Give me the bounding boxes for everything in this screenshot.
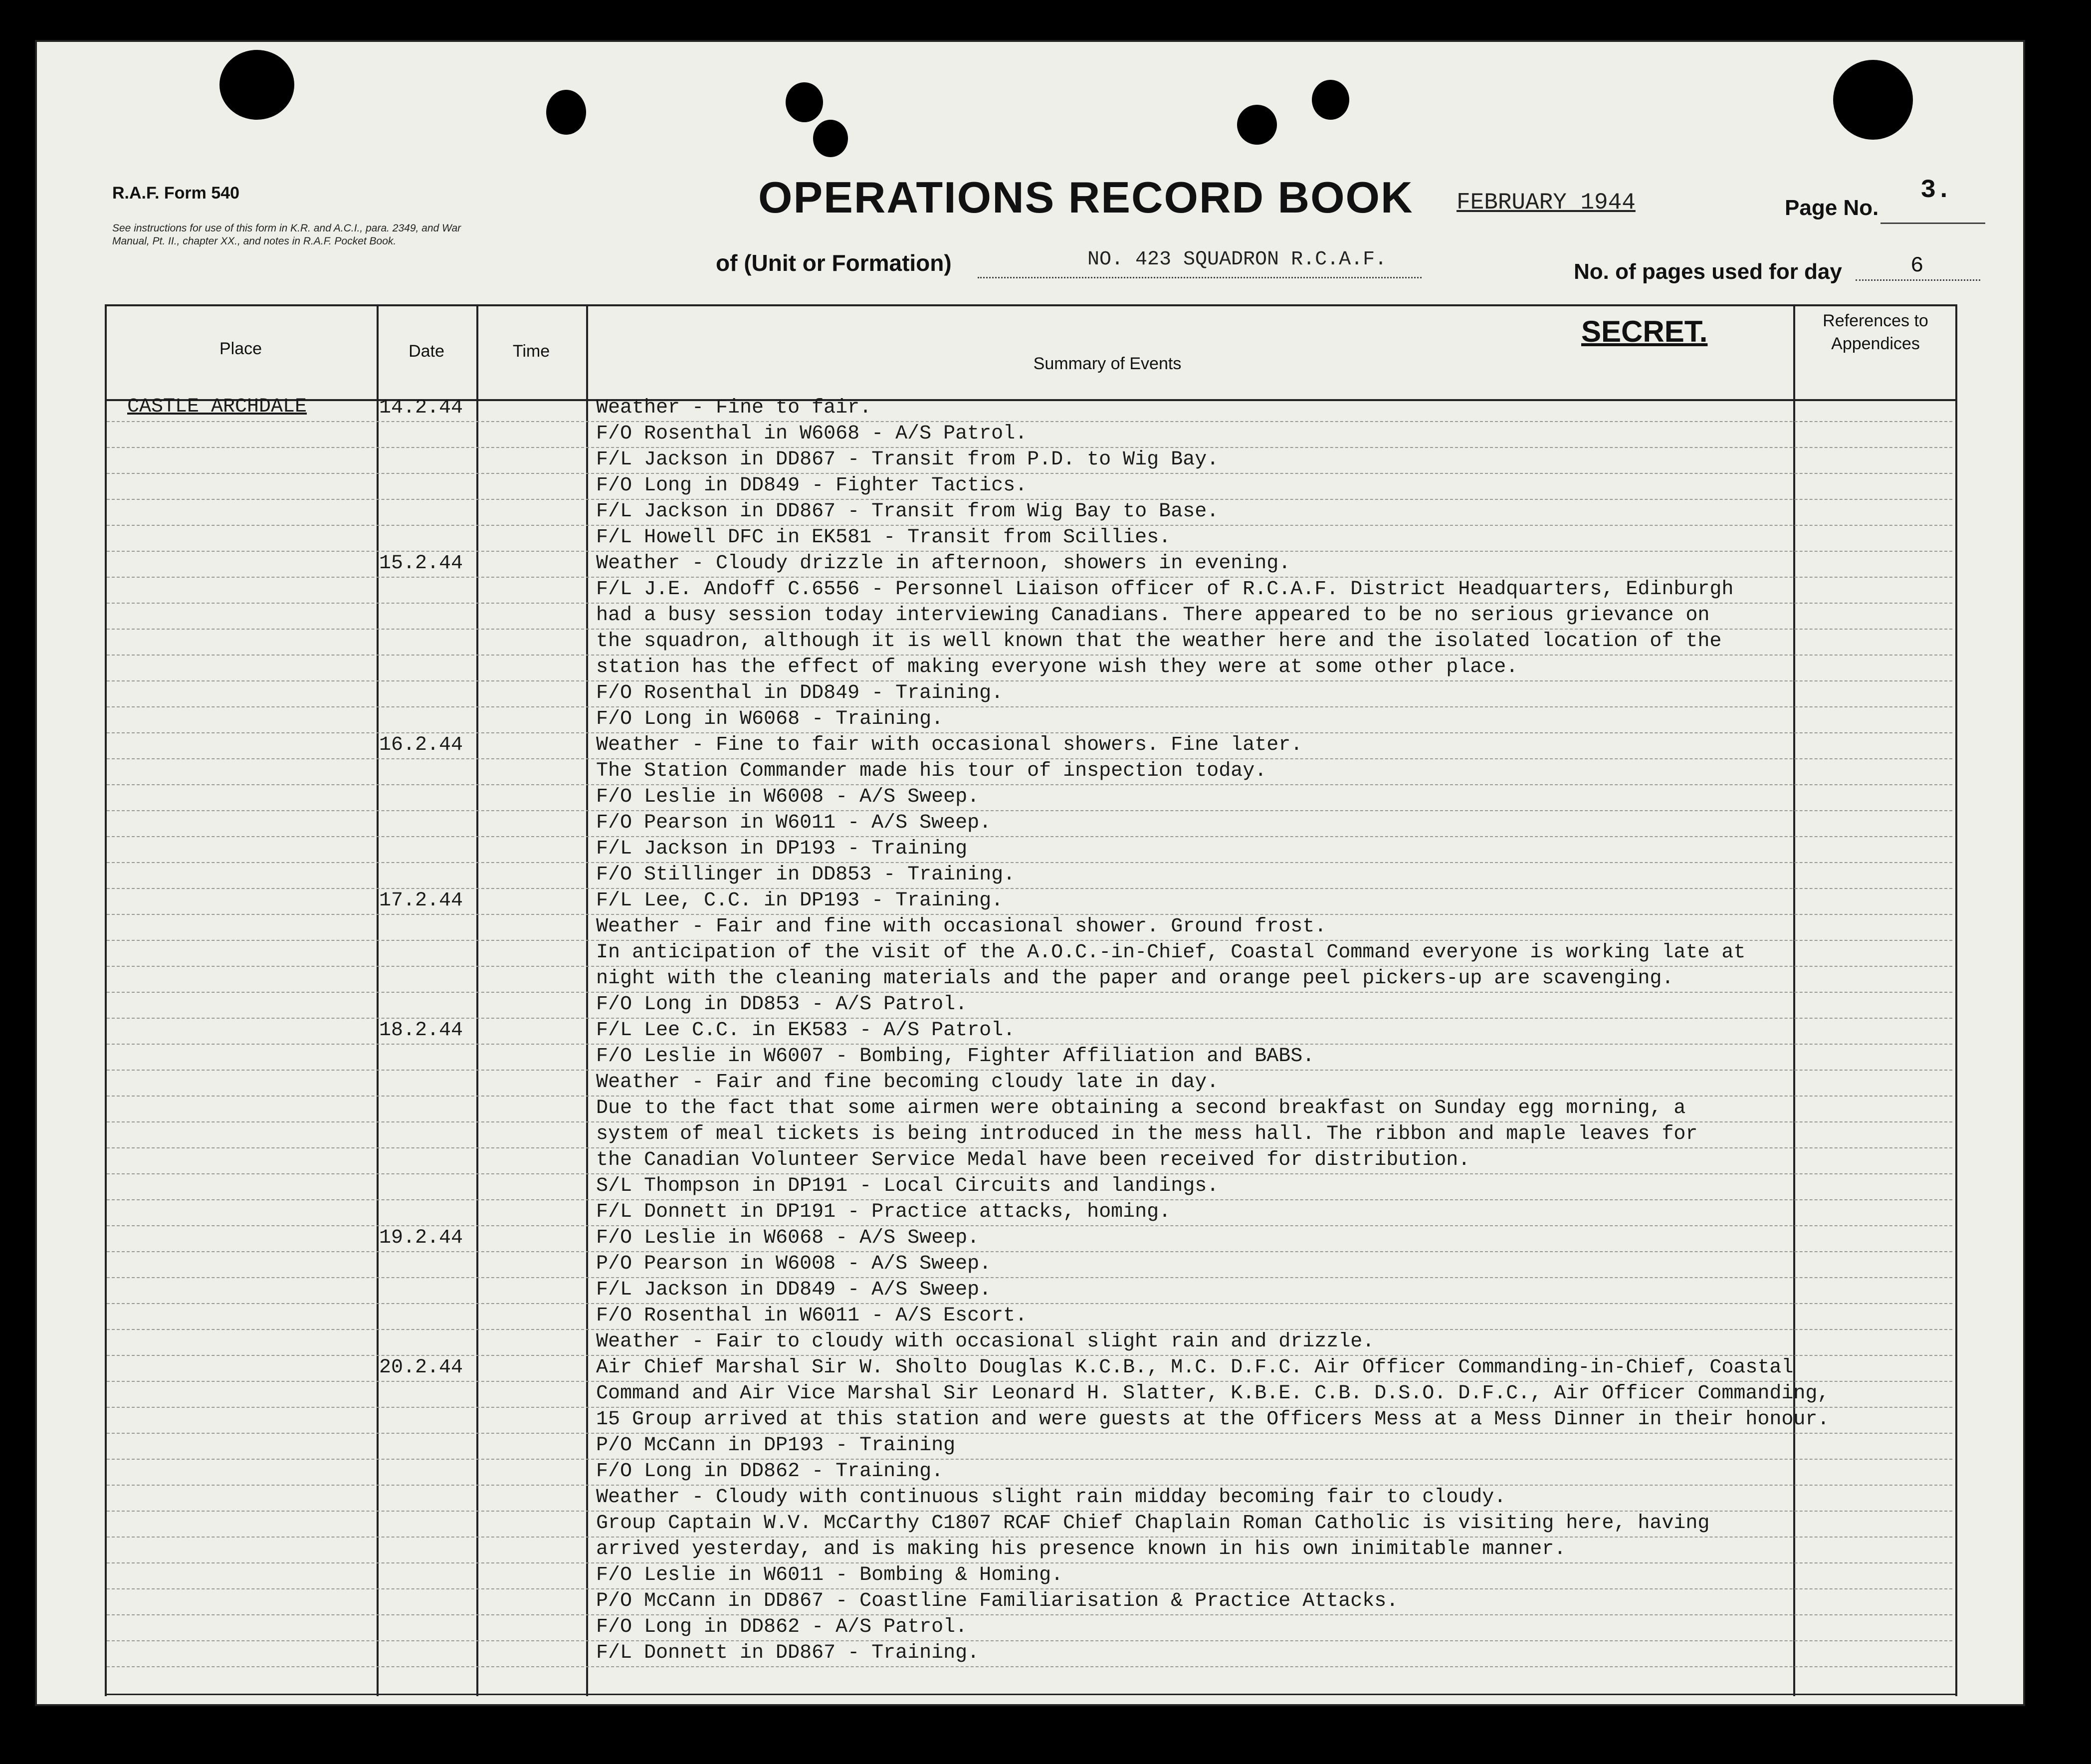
summary-line: the Canadian Volunteer Service Medal have been received for distribution. <box>596 1149 1470 1171</box>
summary-line: P/O McCann in DD867 - Coastline Familiarisation & Practice Attacks. <box>596 1590 1399 1612</box>
summary-line: F/O Long in DD849 - Fighter Tactics. <box>596 474 1028 497</box>
table-left-border <box>105 304 107 1696</box>
ruled-line <box>107 784 1952 785</box>
ruled-line <box>107 992 1952 993</box>
column-header-time: Time <box>512 342 550 361</box>
pages-used-label: No. of pages used for day <box>1574 259 1842 284</box>
summary-line: Weather - Cloudy drizzle in afternoon, showers in evening. <box>596 552 1291 575</box>
summary-line: S/L Thompson in DP191 - Local Circuits and landings. <box>596 1175 1219 1197</box>
ruled-line <box>107 1251 1952 1252</box>
date-cell: 20.2.44 <box>379 1356 463 1379</box>
unit-value: NO. 423 SQUADRON R.C.A.F. <box>1087 248 1387 271</box>
summary-line: F/O Long in DD862 - A/S Patrol. <box>596 1616 968 1638</box>
page-title: OPERATIONS RECORD BOOK <box>758 173 1414 222</box>
ruled-line <box>107 836 1952 837</box>
summary-line: station has the effect of making everyone wish they were at some other place. <box>596 656 1518 678</box>
punch-hole <box>1312 80 1349 120</box>
summary-line: system of meal tickets is being introduced in the mess hall. The ribbon and maple leaves for <box>596 1123 1698 1145</box>
summary-line: Weather - Fair to cloudy with occasional slight rain and drizzle. <box>596 1330 1375 1353</box>
punch-hole <box>786 82 823 122</box>
date-cell: 16.2.44 <box>379 734 463 756</box>
document-page <box>35 40 2025 1706</box>
unit-label: of (Unit or Formation) <box>716 250 952 276</box>
column-header-place: Place <box>219 339 262 358</box>
summary-line: F/L J.E. Andoff C.6556 - Personnel Liaison officer of R.C.A.F. District Headquarters, Edinburgh <box>596 578 1734 601</box>
column-header-references: References to Appendices <box>1823 311 1928 353</box>
ruled-line <box>107 810 1952 811</box>
summary-line: F/L Lee C.C. in EK583 - A/S Patrol. <box>596 1019 1016 1042</box>
date-cell: 18.2.44 <box>379 1019 463 1042</box>
summary-line: F/O Long in DD862 - Training. <box>596 1460 944 1483</box>
summary-line: F/O Leslie in W6011 - Bombing & Homing. <box>596 1564 1063 1586</box>
summary-line: Weather - Cloudy with continuous slight rain midday becoming fair to cloudy. <box>596 1486 1506 1509</box>
summary-line: F/L Jackson in DD849 - A/S Sweep. <box>596 1279 992 1301</box>
summary-line: F/L Lee, C.C. in DP193 - Training. <box>596 889 1004 912</box>
ruled-line <box>107 1277 1952 1278</box>
page-number-underline <box>1881 222 1985 224</box>
summary-line: Due to the fact that some airmen were obtaining a second breakfast on Sunday egg morning, a <box>596 1097 1686 1119</box>
unit-dotted-line <box>978 277 1422 278</box>
pages-used-dotted-line <box>1856 279 1980 281</box>
form-name: R.A.F. Form 540 <box>112 184 240 203</box>
summary-references-divider <box>1793 304 1795 1696</box>
summary-line: P/O Pearson in W6008 - A/S Sweep. <box>596 1253 992 1275</box>
ruled-line <box>107 1303 1952 1304</box>
summary-line: Weather - Fair and fine becoming cloudy late in day. <box>596 1071 1219 1094</box>
summary-line: F/O Long in DD853 - A/S Patrol. <box>596 993 968 1016</box>
ruled-line <box>107 706 1952 707</box>
date-cell: 19.2.44 <box>379 1227 463 1249</box>
date-cell: 17.2.44 <box>379 889 463 912</box>
time-summary-divider <box>586 304 588 1696</box>
table-bottom-border <box>105 1694 1955 1695</box>
page-number-label: Page No. <box>1785 196 1879 220</box>
summary-line: night with the cleaning materials and the paper and orange peel pickers-up are scavenging. <box>596 967 1674 990</box>
ruled-line <box>107 1666 1952 1667</box>
summary-line: Weather - Fair and fine with occasional shower. Ground frost. <box>596 915 1327 938</box>
summary-line: F/O Long in W6068 - Training. <box>596 708 944 730</box>
ruled-line <box>107 1614 1952 1615</box>
punch-hole <box>1833 60 1913 140</box>
summary-line: F/O Leslie in W6008 - A/S Sweep. <box>596 786 980 808</box>
summary-line: F/L Howell DFC in EK581 - Transit from Scillies. <box>596 526 1171 549</box>
date-cell: 14.2.44 <box>379 397 463 419</box>
summary-line: F/L Donnett in DD867 - Training. <box>596 1642 980 1664</box>
ruled-line <box>107 473 1952 474</box>
summary-line: F/L Jackson in DD867 - Transit from Wig Bay to Base. <box>596 500 1219 523</box>
place-date-divider <box>377 304 379 1696</box>
pages-used-value: 6 <box>1910 253 1924 278</box>
summary-line: F/O Stillinger in DD853 - Training. <box>596 864 1016 886</box>
summary-line: arrived yesterday, and is making his presence known in his own inimitable manner. <box>596 1538 1566 1560</box>
punch-hole <box>813 120 848 157</box>
summary-line: Weather - Fine to fair with occasional showers. Fine later. <box>596 734 1303 756</box>
summary-line: F/O Rosenthal in W6011 - A/S Escort. <box>596 1305 1028 1327</box>
table-top-border <box>105 304 1955 306</box>
summary-line: had a busy session today interviewing Canadians. There appeared to be no serious grievance on <box>596 604 1710 627</box>
punch-hole <box>1237 105 1277 145</box>
summary-line: F/O Leslie in W6068 - A/S Sweep. <box>596 1227 980 1249</box>
ruled-line <box>107 421 1952 422</box>
ruled-line <box>107 1433 1952 1434</box>
summary-line: Weather - Fine to fair. <box>596 397 872 419</box>
summary-line: P/O McCann in DP193 - Training <box>596 1434 956 1457</box>
punch-hole <box>219 50 294 120</box>
date-cell: 15.2.44 <box>379 552 463 575</box>
summary-line: F/O Leslie in W6007 - Bombing, Fighter Affiliation and BABS. <box>596 1045 1315 1068</box>
date-time-divider <box>476 304 478 1696</box>
secret-stamp: SECRET. <box>1581 315 1708 348</box>
summary-line: F/L Jackson in DD867 - Transit from P.D. to Wig Bay. <box>596 448 1219 471</box>
table-right-border <box>1955 304 1957 1696</box>
summary-line: Air Chief Marshal Sir W. Sholto Douglas K.C.B., M.C. D.F.C. Air Officer Commanding-in-Chief, Coastal <box>596 1356 1794 1379</box>
summary-line: The Station Commander made his tour of inspection today. <box>596 760 1267 782</box>
page-number-value: 3. <box>1920 176 1952 205</box>
ruled-line <box>107 862 1952 863</box>
month-field: FEBRUARY 1944 <box>1457 190 1636 216</box>
form-instructions: See instructions for use of this form in K.R. and A.C.I., para. 2349, and War Manual, Pt. II., chapter XX., and notes in R.A.F. Pocket Book. <box>112 222 461 247</box>
place-cell: CASTLE ARCHDALE <box>127 396 307 418</box>
ruled-line <box>107 1640 1952 1641</box>
summary-line: Command and Air Vice Marshal Sir Leonard H. Slatter, K.B.E. C.B. D.S.O. D.F.C., Air Officer Commanding, <box>596 1382 1830 1405</box>
column-header-summary: Summary of Events <box>1033 354 1182 373</box>
ruled-line <box>107 1459 1952 1460</box>
summary-line: the squadron, although it is well known that the weather here and the isolated location of the <box>596 630 1722 653</box>
punch-hole <box>546 90 586 135</box>
summary-line: F/L Jackson in DP193 - Training <box>596 838 968 860</box>
summary-line: 15 Group arrived at this station and were guests at the Officers Mess at a Mess Dinner in their honour. <box>596 1408 1830 1431</box>
summary-line: In anticipation of the visit of the A.O.C.-in-Chief, Coastal Command everyone is working late at <box>596 941 1746 964</box>
summary-line: F/O Rosenthal in W6068 - A/S Patrol. <box>596 423 1028 445</box>
summary-line: F/L Donnett in DP191 - Practice attacks, homing. <box>596 1201 1171 1223</box>
ruled-line <box>107 680 1952 681</box>
column-header-date: Date <box>409 342 444 361</box>
summary-line: F/O Rosenthal in DD849 - Training. <box>596 682 1004 704</box>
summary-line: Group Captain W.V. McCarthy C1807 RCAF Chief Chaplain Roman Catholic is visiting here, having <box>596 1512 1710 1535</box>
summary-line: F/O Pearson in W6011 - A/S Sweep. <box>596 812 992 834</box>
